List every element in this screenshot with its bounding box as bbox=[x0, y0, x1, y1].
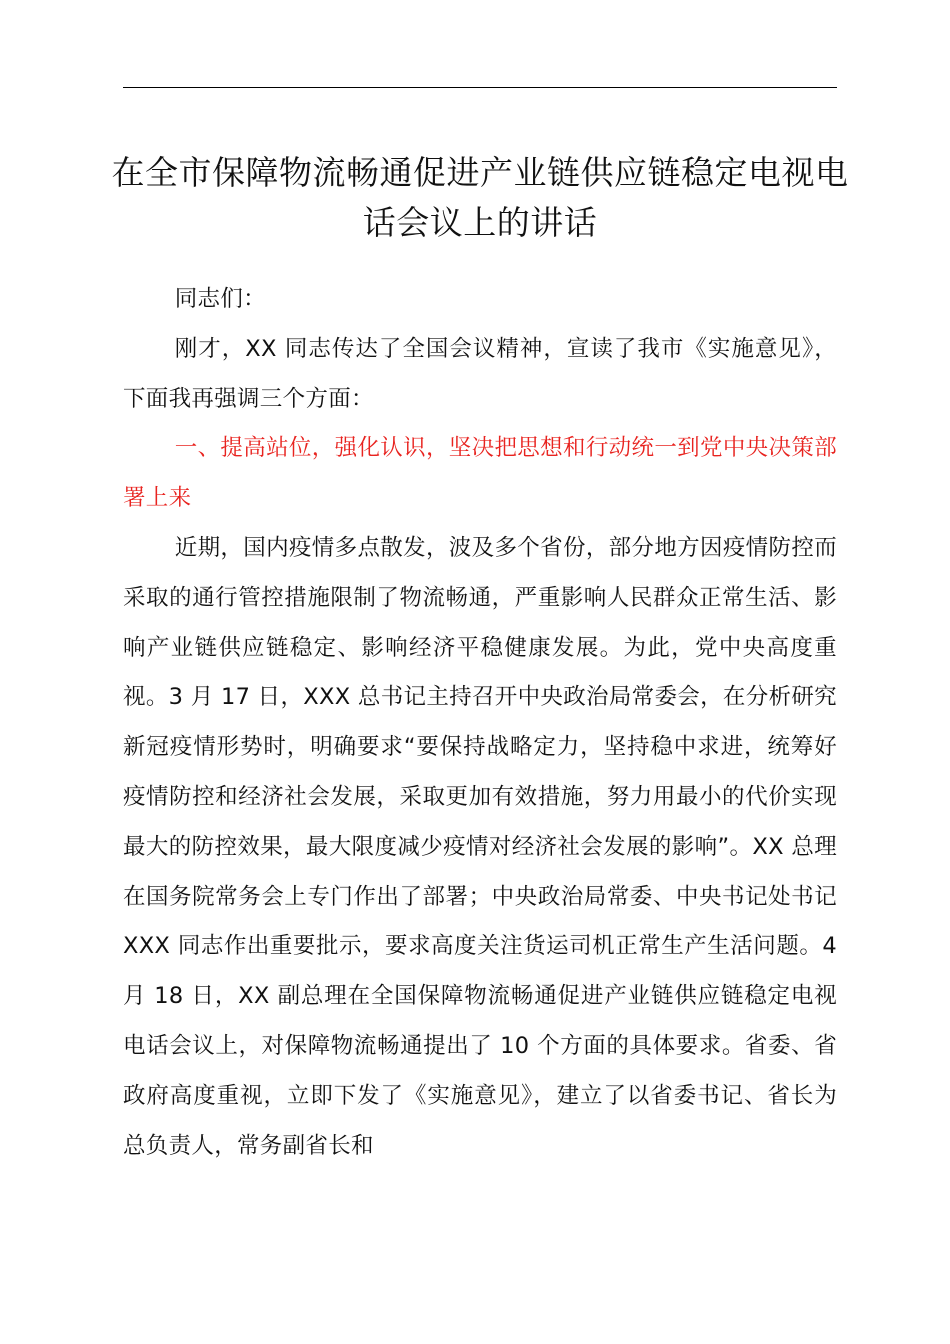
document-body bbox=[123, 275, 837, 1171]
document-title: 在全市保障物流畅通促进产业链供应链稳定电视电话会议上的讲话 bbox=[111, 153, 849, 242]
intro-paragraph: 刚才，XX 同志传达了全国会议精神，宣读了我市《实施意见》，下面我再强调三个方面： bbox=[123, 335, 837, 412]
section-heading-1: 一、提高站位，强化认识，坚决把思想和行动统一到党中央决策部署上来 bbox=[123, 435, 837, 512]
body-paragraph-1: 近期，国内疫情多点散发，波及多个省份，部分地方因疫情防控而采取的通行管控措施限制了物流畅通，严重影响人民群众正常生活、影响产业链供应链稳定、影响经济平稳健康发展。为此，党中央高度重视。3 月 17 日，XXX 总书记主持召开中央政治局常委会，在分析研究新冠疫情形势时，明确要求“要保持战略定力，坚持稳中求进，统筹好疫情防控和经济社会发展，采取更加有效措施，努力用最小的代价实现最大的防控效果，最大限度减少疫情对经济社会发展的影响”。XX 总理在国务院常务会上专门作出了部署；中央政治局常委、中央书记处书记 XXX 同志作出重要批示，要求高度关注货运司机正常生产生活问题。4 月 18 日，XX 副总理在全国保障物流畅通促进产业链供应链稳定电视电话会议上，对保障物流畅通提出了 10 个方面的具体要求。省委、省政府高度重视，立即下发了《实施意见》，建立了以省委书记、省长为总负责人，常务副省长和 bbox=[123, 534, 837, 1159]
header-rule bbox=[123, 87, 837, 88]
salutation: 同志们： bbox=[174, 286, 266, 312]
